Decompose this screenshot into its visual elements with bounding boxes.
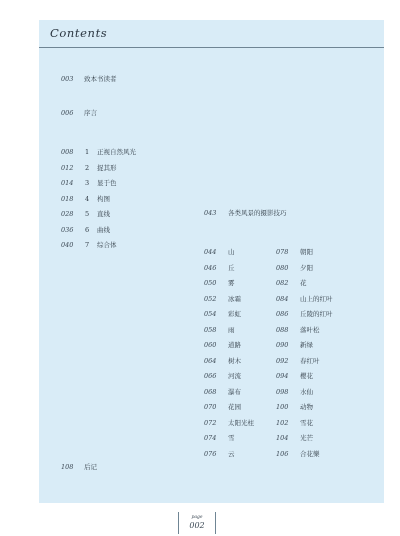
- toc-entry-title: 夕阳: [300, 263, 313, 272]
- toc-chapter-number: 6: [85, 225, 90, 234]
- toc-entry-title: 序言: [84, 109, 97, 117]
- toc-entry-title: 雨: [228, 325, 235, 334]
- toc-page-number: 046: [204, 263, 217, 272]
- toc-entry-title: 山: [228, 248, 235, 256]
- toc-page-number: 082: [276, 279, 289, 287]
- toc-page-number: 086: [276, 310, 289, 318]
- toc-entry-title: 朝阳: [300, 248, 313, 256]
- toc-page-number: 058: [204, 325, 217, 334]
- toc-page-number: 050: [204, 279, 217, 287]
- toc-entry-title: 光芒: [300, 434, 313, 442]
- toc-page-number: 104: [276, 434, 289, 442]
- toc-chapter-number: 7: [85, 241, 90, 249]
- page-footer: [178, 512, 216, 534]
- toc-page-number: 068: [204, 387, 217, 396]
- toc-entry-title: 曲线: [97, 225, 110, 234]
- toc-page-number: 108: [61, 463, 74, 471]
- toc-chapter-number: 2: [85, 163, 90, 172]
- toc-page-number: 078: [276, 248, 289, 256]
- toc-page-number: 014: [61, 179, 74, 187]
- toc-page-number: 040: [61, 241, 74, 249]
- toc-page-number: 008: [61, 148, 74, 156]
- toc-entry-title: 花: [300, 279, 307, 287]
- toc-entry-title: 太阳光柱: [228, 418, 254, 427]
- toc-entry-title: 雪花: [300, 418, 313, 427]
- toc-page-number: 064: [204, 356, 217, 365]
- toc-entry-title: 动物: [300, 403, 313, 411]
- toc-entry-title: 树木: [228, 356, 241, 365]
- toc-page-number: 084: [276, 294, 289, 303]
- toc-entry-title: 捉其形: [97, 163, 117, 172]
- contents-header: [39, 20, 384, 48]
- toc-entry-title: 显于色: [97, 179, 117, 187]
- toc-entry-title: 综合体: [97, 241, 117, 249]
- toc-chapter-number: 4: [85, 194, 90, 203]
- toc-entry-title: 构图: [97, 194, 110, 203]
- toc-chapter-number: 5: [85, 210, 90, 218]
- toc-page-number: 003: [61, 75, 74, 83]
- toc-page-number: 054: [204, 310, 217, 318]
- toc-entry-title: 落叶松: [300, 325, 320, 334]
- toc-page-number: 070: [204, 403, 217, 411]
- toc-page-number: 094: [276, 372, 289, 380]
- toc-entry-title: 彩虹: [228, 310, 241, 318]
- toc-page-number: 028: [61, 210, 74, 218]
- toc-entry-title: 樱花: [300, 372, 313, 380]
- toc-page-number: 092: [276, 356, 289, 365]
- toc-page-number: 090: [276, 341, 289, 349]
- toc-entry-title: 花园: [228, 403, 241, 411]
- toc-entry-title: 新绿: [300, 341, 313, 349]
- toc-entry-title: 瀑布: [228, 387, 241, 396]
- toc-entry-title: 正视自然风光: [97, 148, 136, 156]
- toc-entry-title: 丘: [228, 263, 235, 272]
- toc-entry-title: 各类风景的摄影技巧: [228, 209, 287, 217]
- toc-entry-title: 春红叶: [300, 356, 320, 365]
- toc-entry-title: 雪: [228, 434, 235, 442]
- toc-entry-title: 合花樂: [300, 449, 320, 458]
- toc-entry-title: 后记: [84, 463, 97, 471]
- toc-page-number: 100: [276, 403, 289, 411]
- toc-entry-title: 山上的红叶: [300, 294, 333, 303]
- toc-chapter-number: 3: [85, 179, 90, 187]
- toc-page-number: 043: [204, 209, 217, 217]
- toc-page-number: 074: [204, 434, 217, 442]
- toc-entry-title: 冰霜: [228, 294, 241, 303]
- toc-entry-title: 致本书读者: [84, 75, 117, 83]
- toc-page-number: 060: [204, 341, 217, 349]
- toc-page-number: 006: [61, 109, 74, 117]
- toc-page-number: 066: [204, 372, 217, 380]
- toc-entry-title: 丘陵的红叶: [300, 310, 333, 318]
- toc-page-number: 044: [204, 248, 217, 256]
- page-title: Contents: [50, 26, 108, 40]
- toc-page-number: 088: [276, 325, 289, 334]
- toc-entry-title: 水仙: [300, 387, 313, 396]
- toc-page-number: 036: [61, 225, 74, 234]
- toc-page-number: 106: [276, 449, 289, 458]
- toc-page-number: 052: [204, 294, 217, 303]
- page-label: page: [191, 515, 203, 520]
- toc-entry-title: 云: [228, 449, 235, 458]
- toc-page-number: 080: [276, 263, 289, 272]
- toc-entry-title: 雾: [228, 279, 235, 287]
- toc-chapter-number: 1: [85, 148, 90, 156]
- toc-entry-title: 河流: [228, 372, 241, 380]
- toc-page-number: 018: [61, 194, 74, 203]
- toc-entry-title: 道路: [228, 341, 241, 349]
- toc-page-number: 076: [204, 449, 217, 458]
- page-number: 002: [189, 521, 205, 530]
- toc-entry-title: 直线: [97, 210, 110, 218]
- toc-page-number: 072: [204, 418, 217, 427]
- toc-page-number: 012: [61, 163, 74, 172]
- toc-page-number: 102: [276, 418, 289, 427]
- toc-page-number: 098: [276, 387, 289, 396]
